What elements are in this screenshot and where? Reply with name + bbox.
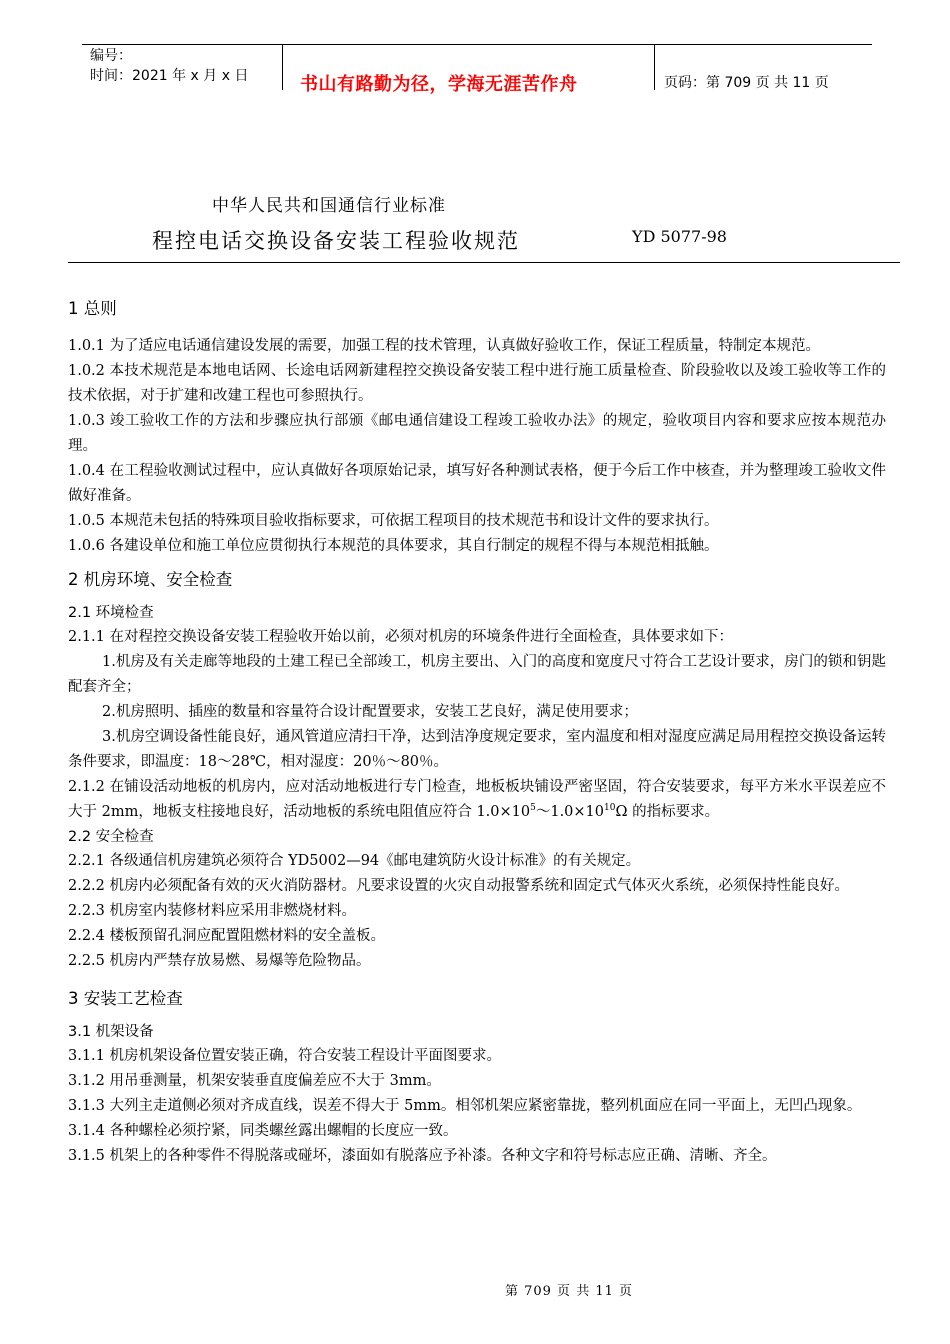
paragraph-1-0-4: 1.0.4 在工程验收测试过程中，应认真做好各项原始记录，填写好各种测试表格，便于今后工作中核查，并为整理竣工验收文件做好准备。 <box>68 463 886 504</box>
paragraph-2-2-1: 2.2.1 各级通信机房建筑必须符合 YD5002—94《邮电建筑防火设计标准》的有关规定。 <box>68 853 641 869</box>
paragraph-1-0-6: 1.0.6 各建设单位和施工单位应贯彻执行本规范的具体要求，其自行制定的规程不得与本规范相抵触。 <box>68 538 719 554</box>
header-time-label: 时间：2021 年 x 月 x 日 <box>90 68 249 84</box>
section-heading-2: 2 机房环境、安全检查 <box>68 570 233 589</box>
paragraph-1-0-1: 1.0.1 为了适应电话通信建设发展的需要，加强工程的技术管理，认真做好验收工作，保证工程质量，特制定本规范。 <box>68 338 820 354</box>
paragraph-2-2-5: 2.2.5 机房内严禁存放易燃、易爆等危险物品。 <box>68 953 371 969</box>
paragraph-3-1-4: 3.1.4 各种螺栓必须拧紧，同类螺丝露出螺帽的长度应一致。 <box>68 1123 458 1139</box>
header-divider <box>654 44 655 90</box>
paragraph-1-0-2: 1.0.2 本技术规范是本地电话网、长途电话网新建程控交换设备安装工程中进行施工质量检查、阶段验收以及竣工验收等工作的技术依据，对于扩建和改建工程也可参照执行。 <box>68 363 886 404</box>
list-item: 3.机房空调设备性能良好，通风管道应清扫干净，达到洁净度规定要求，室内温度和相对湿度应满足局用程控交换设备运转条件要求，即温度：18～28℃，相对湿度：20％～80％。 <box>68 729 886 770</box>
paragraph-2-2-3: 2.2.3 机房室内装修材料应采用非燃烧材料。 <box>68 903 357 919</box>
page-footer <box>0 1280 950 1299</box>
subsection-heading-2-2: 2.2 安全检查 <box>68 829 154 845</box>
footer-page-number: 第 709 页 共 11 页 <box>504 1284 634 1299</box>
title-rule <box>68 262 900 263</box>
header-number-label: 编号： <box>90 48 132 64</box>
paragraph-1-0-5: 1.0.5 本规范未包括的特殊项目验收指标要求，可依据工程项目的技术规范书和设计文件的要求执行。 <box>68 513 719 529</box>
header-meta <box>90 46 248 86</box>
paragraph-3-1-5: 3.1.5 机架上的各种零件不得脱落或碰坏，漆面如有脱落应予补漆。各种文字和符号标志应正确、清晰、齐全。 <box>68 1148 777 1164</box>
subsection-heading-3-1: 3.1 机架设备 <box>68 1024 154 1040</box>
paragraph-2-1-1: 2.1.1 在对程控交换设备安装工程验收开始以前，必须对机房的环境条件进行全面检查，具体要求如下： <box>68 629 733 645</box>
paragraph-3-1-1: 3.1.1 机房机架设备位置安装正确，符合安装工程设计平面图要求。 <box>68 1048 502 1064</box>
page-header <box>82 44 872 95</box>
header-top-rule <box>82 44 872 45</box>
paragraph-2-2-2: 2.2.2 机房内必须配备有效的灭火消防器材。凡要求设置的火灾自动报警系统和固定式气体灭火系统，必须保持性能良好。 <box>68 878 849 894</box>
list-item: 2.机房照明、插座的数量和容量符合设计配置要求，安装工艺良好，满足使用要求； <box>102 704 638 720</box>
subsection-heading-2-1: 2.1 环境检查 <box>68 605 154 621</box>
paragraph-3-1-3: 3.1.3 大列主走道侧必须对齐成直线，误差不得大于 5mm。相邻机架应紧密靠拢，整列机面应在同一平面上，无凹凸现象。 <box>68 1098 862 1114</box>
document-title: 程控电话交换设备安装工程验收规范 <box>152 229 520 253</box>
paragraph-1-0-3: 1.0.3 竣工验收工作的方法和步骤应执行部颁《邮电通信建设工程竣工验收办法》的规定，验收项目内容和要求应按本规范办理。 <box>68 413 886 454</box>
section-heading-3: 3 安装工艺检查 <box>68 989 183 1008</box>
header-motto: 书山有路勤为径，学海无涯苦作舟 <box>300 74 578 95</box>
standard-title: 中华人民共和国通信行业标准 <box>212 196 446 216</box>
document-body <box>68 296 886 1169</box>
paragraph-2-2-4: 2.2.4 楼板预留孔洞应配置阻燃材料的安全盖板。 <box>68 928 386 944</box>
section-heading-1: 1 总则 <box>68 299 117 318</box>
list-item: 1.机房及有关走廊等地段的土建工程已全部竣工，机房主要出、入门的高度和宽度尺寸符合工艺设计要求，房门的锁和钥匙配套齐全； <box>68 654 886 695</box>
header-page-info: 页码：第 709 页 共 11 页 <box>664 75 829 91</box>
header-divider <box>282 44 283 90</box>
paragraph-2-1-2: 2.1.2 在铺设活动地板的机房内，应对活动地板进行专门检查，地板板块铺设严密坚固，符合安装要求，每平方米水平误差应不大于 2mm，地板支柱接地良好，活动地板的系统电阻值应符合 $1.0\times 10^5\sim 1.0\times 10^{10}\Omega$ 的指标要求。 <box>68 779 886 820</box>
paragraph-3-1-2: 3.1.2 用吊垂测量，机架安装垂直度偏差应不大于 3mm。 <box>68 1073 441 1089</box>
standard-code: YD 5077-98 <box>632 227 727 246</box>
